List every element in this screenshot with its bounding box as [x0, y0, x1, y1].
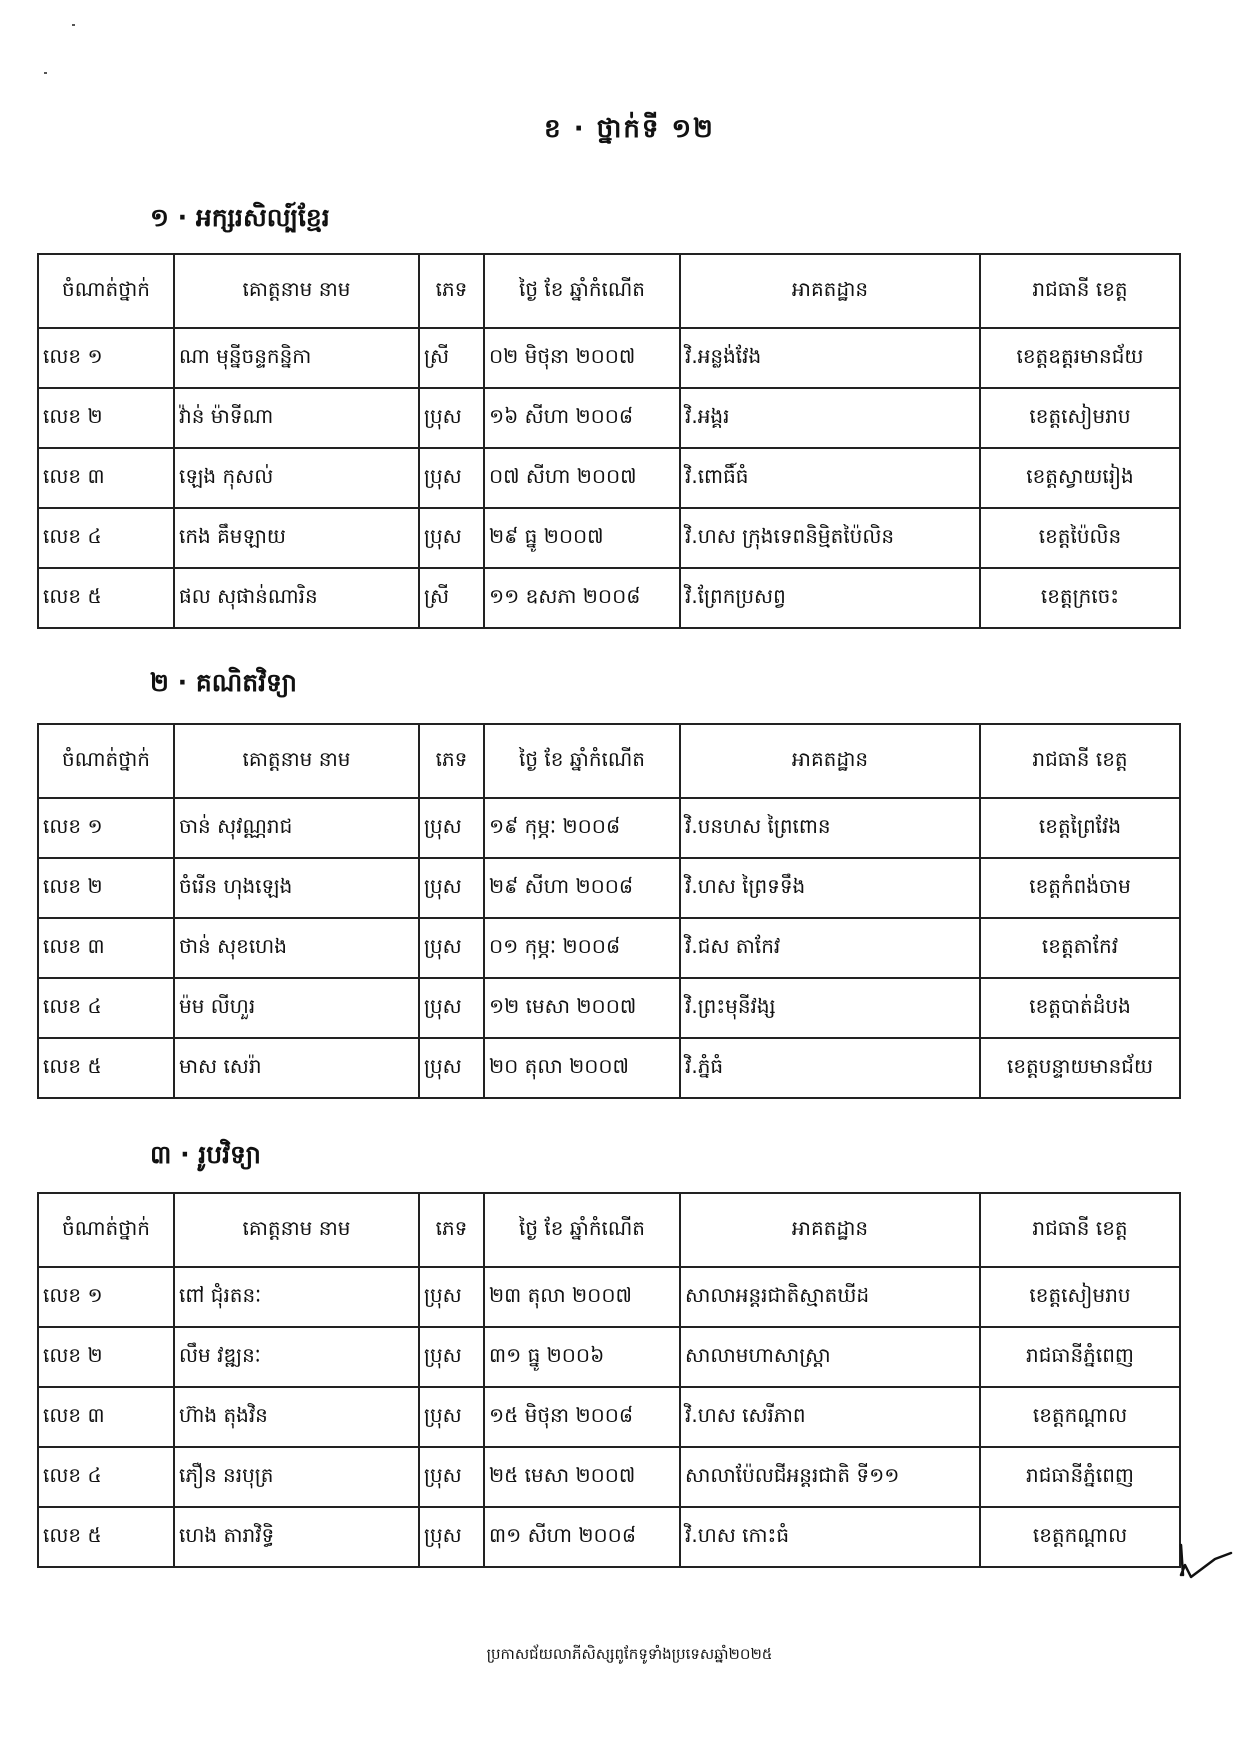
- name-cell: ចំរើន ហុងឡេង: [174, 858, 419, 918]
- table-row: [38, 328, 1180, 388]
- province-cell: ខេត្តកណ្ដាល: [980, 1507, 1180, 1567]
- sex-cell: ប្រុស: [419, 448, 484, 508]
- table-row: [38, 1327, 1180, 1387]
- page-title: ខ · ថ្នាក់ទី ១២: [544, 114, 715, 144]
- school-cell: សាលាអន្តរជាតិស្មាតឃីដ: [680, 1267, 980, 1327]
- sex-cell: ប្រុស: [419, 1327, 484, 1387]
- dob-cell: ៣១ ធ្នូ ២០០៦: [484, 1327, 680, 1387]
- scan-speck: [72, 24, 75, 26]
- rank-cell: លេខ ២: [38, 858, 174, 918]
- sex-cell: ប្រុស: [419, 798, 484, 858]
- table-row: [38, 798, 1180, 858]
- name-cell: វ៉ាន់ ម៉ាទីណា: [174, 388, 419, 448]
- name-cell: ម៉ម លីហួរ: [174, 978, 419, 1038]
- province-cell: ខេត្តកំពង់ចាម: [980, 858, 1180, 918]
- province-cell: រាជធានីភ្នំពេញ: [980, 1447, 1180, 1507]
- school-cell: វិ.ជស តាកែវ: [680, 918, 980, 978]
- rank-cell: លេខ ២: [38, 1327, 174, 1387]
- province-cell: ខេត្តសៀមរាប: [980, 388, 1180, 448]
- province-cell: ខេត្តឧត្តរមានជ័យ: [980, 328, 1180, 388]
- table-row: [38, 1038, 1180, 1098]
- rank-cell: លេខ ៥: [38, 1507, 174, 1567]
- name-cell: ពៅ ជុំរតនៈ: [174, 1267, 419, 1327]
- section-title-physics: ៣ · រូបវិទ្យា: [150, 1140, 261, 1169]
- province-cell: ខេត្តស្វាយរៀង: [980, 448, 1180, 508]
- province-cell: ខេត្តតាកែវ: [980, 918, 1180, 978]
- col-header-name: គោត្តនាម នាម: [174, 254, 419, 328]
- col-header-province: រាជធានី ខេត្ត: [980, 254, 1180, 328]
- sex-cell: ប្រុស: [419, 1267, 484, 1327]
- dob-cell: ២៣ តុលា ២០០៧: [484, 1267, 680, 1327]
- sex-cell: ប្រុស: [419, 1038, 484, 1098]
- dob-cell: ២០ តុលា ២០០៧: [484, 1038, 680, 1098]
- school-cell: វិ.ពោធិ៍ធំ: [680, 448, 980, 508]
- dob-cell: ៣១ សីហា ២០០៨: [484, 1507, 680, 1567]
- table-row: [38, 858, 1180, 918]
- sex-cell: ប្រុស: [419, 978, 484, 1038]
- table-row: [38, 978, 1180, 1038]
- col-header-name: គោត្តនាម នាម: [174, 724, 419, 798]
- name-cell: ភឿន នរបុត្រ: [174, 1447, 419, 1507]
- table-khmer-literature: [37, 253, 1181, 629]
- rank-cell: លេខ ៣: [38, 918, 174, 978]
- dob-cell: ១២ មេសា ២០០៧: [484, 978, 680, 1038]
- school-cell: វិ.ហស ក្រុងទេពនិម្មិតប៉ៃលិន: [680, 508, 980, 568]
- rank-cell: លេខ ៣: [38, 1387, 174, 1447]
- name-cell: មាស សេរ៉ា: [174, 1038, 419, 1098]
- dob-cell: ១១ ឧសភា ២០០៨: [484, 568, 680, 628]
- table-row: [38, 1507, 1180, 1567]
- col-header-rank: ចំណាត់ថ្នាក់: [38, 1193, 174, 1267]
- col-header-sex: ភេទ: [419, 1193, 484, 1267]
- school-cell: វិ.ព្រែកប្រសព្វ: [680, 568, 980, 628]
- dob-cell: ១៥ មិថុនា ២០០៨: [484, 1387, 680, 1447]
- province-cell: ខេត្តប៉ៃលិន: [980, 508, 1180, 568]
- province-cell: ខេត្តបន្ទាយមានជ័យ: [980, 1038, 1180, 1098]
- col-header-name: គោត្តនាម នាម: [174, 1193, 419, 1267]
- school-cell: សាលាមហាសាស្ត្រា: [680, 1327, 980, 1387]
- table-row: [38, 1387, 1180, 1447]
- name-cell: ហេង តារាវិទ្ធិ: [174, 1507, 419, 1567]
- dob-cell: ០២ មិថុនា ២០០៧: [484, 328, 680, 388]
- school-cell: សាលាប៉ែលជីអន្តរជាតិ ទី១១: [680, 1447, 980, 1507]
- name-cell: ហ៊ាង តុងវិន: [174, 1387, 419, 1447]
- col-header-school: អាគតដ្ឋាន: [680, 724, 980, 798]
- province-cell: រាជធានីភ្នំពេញ: [980, 1327, 1180, 1387]
- rank-cell: លេខ ៥: [38, 1038, 174, 1098]
- col-header-sex: ភេទ: [419, 724, 484, 798]
- table-row: [38, 918, 1180, 978]
- dob-cell: ១៦ សីហា ២០០៨: [484, 388, 680, 448]
- dob-cell: ២៥ មេសា ២០០៧: [484, 1447, 680, 1507]
- name-cell: លឹម វឌ្ឍនៈ: [174, 1327, 419, 1387]
- signature-mark: [1175, 1535, 1235, 1583]
- dob-cell: ០៧ សីហា ២០០៧: [484, 448, 680, 508]
- name-cell: ណា មុន្នីចន្ទកន្និកា: [174, 328, 419, 388]
- table-row: [38, 448, 1180, 508]
- table-row: [38, 508, 1180, 568]
- province-cell: ខេត្តក្រចេះ: [980, 568, 1180, 628]
- school-cell: វិ.ហស កោះធំ: [680, 1507, 980, 1567]
- sex-cell: ប្រុស: [419, 388, 484, 448]
- col-header-sex: ភេទ: [419, 254, 484, 328]
- sex-cell: ស្រី: [419, 328, 484, 388]
- section-title-mathematics: ២ · គណិតវិទ្យា: [150, 668, 297, 697]
- province-cell: ខេត្តសៀមរាប: [980, 1267, 1180, 1327]
- dob-cell: ០១ កុម្ភៈ ២០០៨: [484, 918, 680, 978]
- sex-cell: ប្រុស: [419, 918, 484, 978]
- col-header-dob: ថ្ងៃ ខែ ឆ្នាំកំណើត: [484, 1193, 680, 1267]
- province-cell: ខេត្តកណ្ដាល: [980, 1387, 1180, 1447]
- dob-cell: ១៩ កុម្ភៈ ២០០៨: [484, 798, 680, 858]
- scan-speck: [44, 72, 47, 74]
- rank-cell: លេខ ៤: [38, 1447, 174, 1507]
- name-cell: កេង គឹមឡាយ: [174, 508, 419, 568]
- school-cell: វិ.បនហស ព្រៃពោន: [680, 798, 980, 858]
- rank-cell: លេខ ៥: [38, 568, 174, 628]
- col-header-dob: ថ្ងៃ ខែ ឆ្នាំកំណើត: [484, 724, 680, 798]
- sex-cell: ស្រី: [419, 568, 484, 628]
- dob-cell: ២៩ ធ្នូ ២០០៧: [484, 508, 680, 568]
- rank-cell: លេខ ៤: [38, 978, 174, 1038]
- dob-cell: ២៩ សីហា ២០០៨: [484, 858, 680, 918]
- table-mathematics: [37, 723, 1181, 1099]
- section-title-khmer-literature: ១ · អក្សរសិល្ប៍ខ្មែរ: [150, 203, 330, 232]
- col-header-school: អាគតដ្ឋាន: [680, 254, 980, 328]
- name-cell: ថាន់ សុខហេង: [174, 918, 419, 978]
- table-physics: [37, 1192, 1181, 1568]
- name-cell: ផល សុផាន់ណារិន: [174, 568, 419, 628]
- name-cell: ឡេង កុសល់: [174, 448, 419, 508]
- rank-cell: លេខ ១: [38, 328, 174, 388]
- page-footer: ប្រកាសជ័យលាភីសិស្សពូកែទូទាំងប្រទេសឆ្នាំ២០២៥: [486, 1645, 773, 1663]
- table-row: [38, 1447, 1180, 1507]
- sex-cell: ប្រុស: [419, 508, 484, 568]
- table-row: [38, 1267, 1180, 1327]
- province-cell: ខេត្តព្រៃវែង: [980, 798, 1180, 858]
- table-row: [38, 568, 1180, 628]
- col-header-rank: ចំណាត់ថ្នាក់: [38, 254, 174, 328]
- table-row: [38, 388, 1180, 448]
- sex-cell: ប្រុស: [419, 1447, 484, 1507]
- school-cell: វិ.ហស សេរីភាព: [680, 1387, 980, 1447]
- school-cell: វិ.អន្លង់វែង: [680, 328, 980, 388]
- sex-cell: ប្រុស: [419, 1507, 484, 1567]
- col-header-province: រាជធានី ខេត្ត: [980, 1193, 1180, 1267]
- school-cell: វិ.អង្គរ: [680, 388, 980, 448]
- rank-cell: លេខ ១: [38, 1267, 174, 1327]
- col-header-rank: ចំណាត់ថ្នាក់: [38, 724, 174, 798]
- name-cell: ចាន់ សុវណ្ណរាជ: [174, 798, 419, 858]
- sex-cell: ប្រុស: [419, 858, 484, 918]
- school-cell: វិ.ព្រះមុនីវង្ស: [680, 978, 980, 1038]
- school-cell: វិ.ហស ព្រៃទទឹង: [680, 858, 980, 918]
- col-header-province: រាជធានី ខេត្ត: [980, 724, 1180, 798]
- sex-cell: ប្រុស: [419, 1387, 484, 1447]
- school-cell: វិ.ភ្នំធំ: [680, 1038, 980, 1098]
- rank-cell: លេខ ២: [38, 388, 174, 448]
- rank-cell: លេខ ១: [38, 798, 174, 858]
- rank-cell: លេខ ៤: [38, 508, 174, 568]
- col-header-dob: ថ្ងៃ ខែ ឆ្នាំកំណើត: [484, 254, 680, 328]
- province-cell: ខេត្តបាត់ដំបង: [980, 978, 1180, 1038]
- col-header-school: អាគតដ្ឋាន: [680, 1193, 980, 1267]
- rank-cell: លេខ ៣: [38, 448, 174, 508]
